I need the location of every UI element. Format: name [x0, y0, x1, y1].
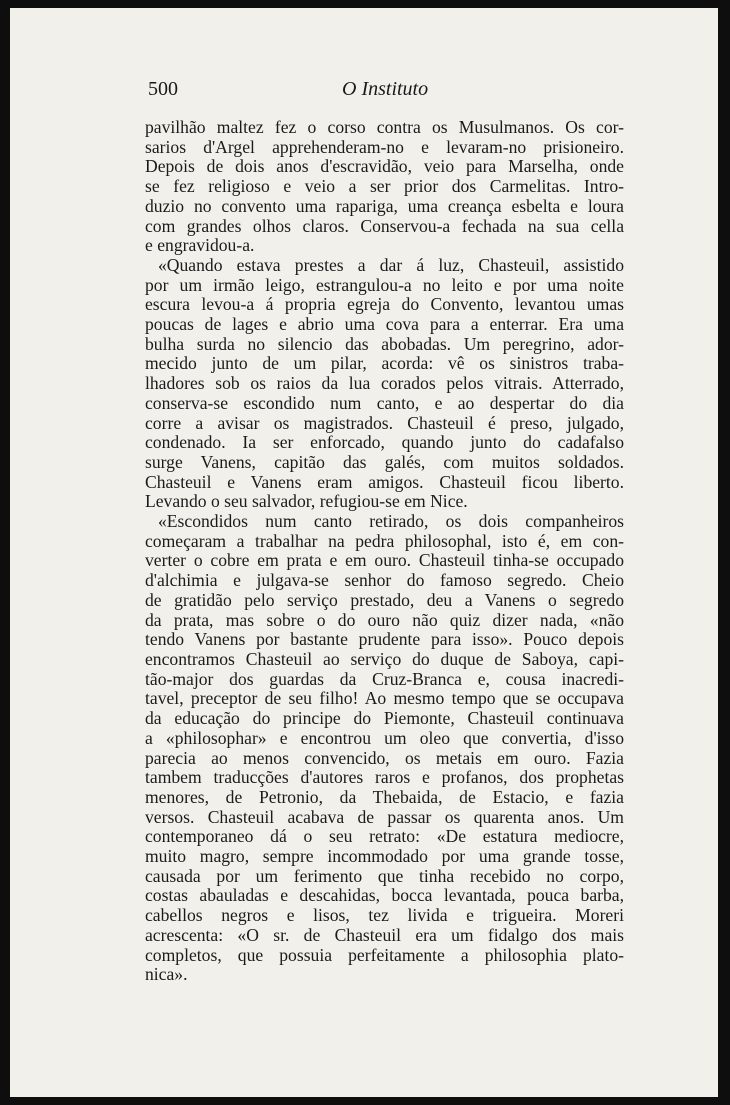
- text-line: nica».: [145, 964, 188, 985]
- text-line: «Escondidos num canto retirado, os dois companheiros: [158, 511, 624, 532]
- text-line: cabellos negros e lisos, tez livida e trigueira. Moreri: [145, 905, 624, 926]
- text-line: escura levou-a á propria egreja do Convento, levantou umas: [145, 294, 624, 315]
- text-line: se fez religioso e veio a ser prior dos Carmelitas. Intro-: [145, 176, 624, 197]
- text-line: sarios d'Argel apprehenderam-no e levaram-no prisioneiro.: [145, 136, 624, 157]
- text-line: surge Vanens, capitão das galés, com muitos soldados.: [145, 451, 624, 472]
- text-line: por um irmão leigo, estrangulou-a no leito e por uma noite: [145, 274, 624, 295]
- text-line: encontramos Chasteuil ao serviço do duque de Saboya, capi-: [145, 648, 624, 669]
- text-line: a «philosophar» e encontrou um oleo que convertia, d'isso: [145, 727, 624, 748]
- text-line: versos. Chasteuil acabava de passar os quarenta anos. Um: [145, 806, 624, 827]
- text-line: com grandes olhos claros. Conservou-a fechada na sua cella: [145, 215, 624, 236]
- text-line: menores, de Petronio, da Thebaida, de Estacio, e fazia: [145, 786, 624, 807]
- text-line: tambem traducções d'autores raros e profanos, dos prophetas: [145, 767, 624, 788]
- text-line: costas abauladas e descahidas, bocca levantada, pouca barba,: [145, 885, 624, 906]
- page-header: [10, 76, 718, 106]
- body-text: [145, 118, 624, 985]
- text-line: parecia ao menos convencido, os metais em ouro. Fazia: [145, 747, 624, 768]
- text-line: tão-major dos guardas da Cruz-Branca e, cousa inacredi-: [145, 668, 624, 689]
- text-line: conserva-se escondido num canto, e ao despertar do dia: [145, 392, 624, 413]
- text-line: poucas de lages e abrio uma cova para a enterrar. Era uma: [145, 314, 624, 335]
- text-line: «Quando estava prestes a dar á luz, Chasteuil, assistido: [158, 254, 624, 275]
- text-line: lhadores sob os raios da lua corados pelos vitrais. Atterrado,: [145, 373, 624, 394]
- text-line: Chasteuil e Vanens eram amigos. Chasteuil ficou liberto.: [145, 471, 624, 492]
- text-line: Depois de dois anos d'escravidão, veio para Marselha, onde: [145, 156, 624, 177]
- text-line: contemporaneo dá o seu retrato: «De estatura mediocre,: [145, 826, 624, 847]
- text-line: condenado. Ia ser enforcado, quando junto do cadafalso: [145, 432, 624, 453]
- text-line: começaram a trabalhar na pedra philosophal, isto é, em con-: [145, 530, 624, 551]
- paragraph-1: [145, 118, 624, 256]
- text-line: e engravidou-a.: [145, 235, 255, 256]
- text-line: da educação do principe do Piemonte, Chasteuil continuava: [145, 708, 624, 729]
- text-line: de gratidão pelo serviço prestado, deu a Vanens o segredo: [145, 589, 624, 610]
- paragraph-2: [145, 256, 624, 512]
- text-line: tavel, preceptor de seu filho! Ao mesmo tempo que se occupava: [145, 688, 624, 709]
- text-line: completos, que possuia perfeitamente a philosophia plato-: [145, 944, 624, 965]
- text-line: causada por um ferimento que tinha recebido no corpo,: [145, 865, 624, 886]
- text-line: bulha surda no silencio das abobadas. Um peregrino, ador-: [145, 333, 624, 354]
- text-line: tendo Vanens por bastante prudente para isso». Pouco depois: [145, 629, 624, 650]
- text-line: da prata, mas sobre o do ouro não quiz dizer nada, «não: [145, 609, 624, 630]
- page-number: 500: [148, 78, 178, 100]
- text-line: d'alchimia e julgava-se senhor do famoso segredo. Cheio: [145, 570, 624, 591]
- text-line: corre a avisar os magistrados. Chasteuil é preso, julgado,: [145, 412, 624, 433]
- paragraph-3: [145, 512, 624, 985]
- running-title: O Instituto: [342, 78, 429, 100]
- text-line: duzio no convento uma rapariga, uma creança esbelta e loura: [145, 195, 624, 216]
- text-line: acrescenta: «O sr. de Chasteuil era um fidalgo dos mais: [145, 924, 624, 945]
- text-line: verter o cobre em prata e em ouro. Chasteuil tinha-se occupado: [145, 550, 624, 571]
- text-line: Levando o seu salvador, refugiou-se em Nice.: [145, 491, 468, 512]
- book-page: [10, 8, 718, 1097]
- text-line: pavilhão maltez fez o corso contra os Musulmanos. Os cor-: [145, 117, 624, 137]
- text-line: muito magro, sempre incommodado por uma grande tosse,: [145, 846, 624, 867]
- text-line: mecido junto de um pilar, acorda: vê os sinistros traba-: [145, 353, 624, 374]
